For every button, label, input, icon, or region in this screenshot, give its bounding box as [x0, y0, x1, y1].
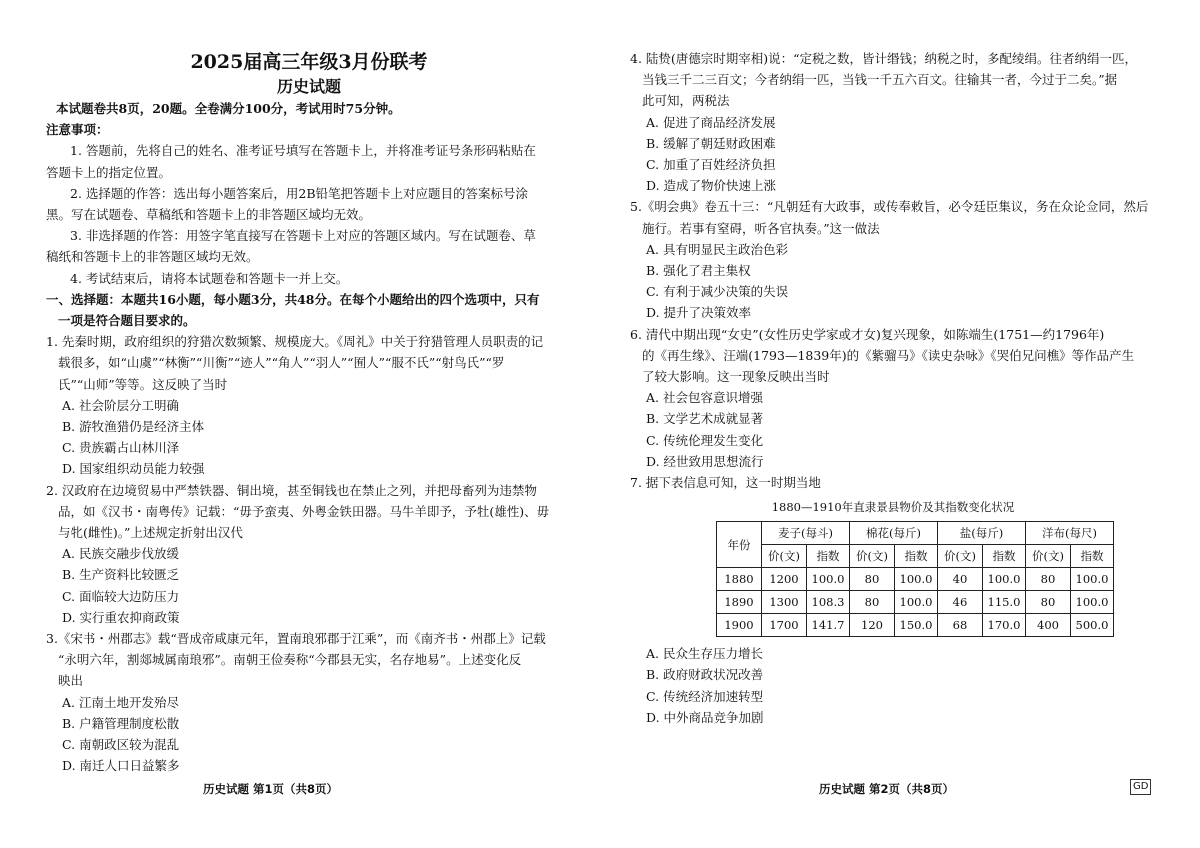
question-stem-line: 与牝(雌性)。”上述规定折射出汉代: [58, 525, 243, 541]
table-cell: 46: [938, 591, 983, 614]
table-cell: 500.0: [1071, 614, 1114, 637]
option-c: C. 面临较大边防压力: [62, 588, 180, 604]
question-stem-line: 品，如《汉书・南粤传》记载：“毋予蛮夷、外粤金铁田器。马牛羊即予，予牡(雄性)、毋: [58, 503, 550, 519]
table-cell: 100.0: [983, 568, 1026, 591]
table-header-good: 洋布(每尺): [1026, 522, 1114, 545]
option-c: C. 传统经济加速转型: [646, 688, 764, 704]
table-header-good: 盐(每斤): [938, 522, 1026, 545]
page-right: [630, 48, 1156, 728]
table-cell: 100.0: [895, 568, 938, 591]
option-d: D. 实行重农抑商政策: [62, 609, 180, 625]
option-d: D. 造成了物价快速上涨: [646, 178, 777, 194]
question-stem-line: 7. 据下表信息可知，这一时期当地: [630, 475, 821, 491]
table-cell: 100.0: [895, 591, 938, 614]
table-cell: 80: [850, 568, 895, 591]
question-stem-line: 了较大影响。这一现象反映出当时: [642, 369, 830, 385]
question-1: [46, 331, 572, 479]
option-c: C. 加重了百姓经济负担: [646, 157, 776, 173]
notice-2-line-2: 黑。写在试题卷、草稿纸和答题卡上的非答题区域均无效。: [46, 207, 372, 223]
table-header-good: 棉花(每斤): [850, 522, 938, 545]
question-3: [46, 628, 572, 776]
question-6: [630, 324, 1156, 472]
notice-3-line-2: 稿纸和答题卡上的非答题区域均无效。: [46, 249, 259, 265]
page-footer-left: 历史试题 第1页（共8页）: [203, 782, 339, 796]
option-b: B. 强化了君主集权: [646, 263, 751, 279]
table-subheader: 价(文): [938, 545, 983, 568]
question-stem-line: “永明六年，割郯城属南琅邪”。南朝王俭奏称“今郡县无实，名存地易”。上述变化反: [58, 652, 522, 668]
notice-1-line-2: 答题卡上的指定位置。: [46, 164, 172, 180]
option-a: A. 促进了商品经济发展: [646, 114, 776, 130]
exam-title: 2025届高三年级3月份联考: [190, 51, 428, 73]
option-a: A. 民众生存压力增长: [646, 646, 763, 662]
option-c: C. 南朝政区较为混乱: [62, 737, 180, 753]
question-stem-line: 此可知，两税法: [642, 93, 730, 109]
question-stem-line: 1. 先秦时期，政府组织的狩猎次数频繁、规模庞大。《周礼》中关于狩猎管理人员职责的记: [46, 334, 544, 350]
page-left: [46, 44, 572, 777]
notice-4-line-1: 4. 考试结束后，请将本试题卷和答题卡一并上交。: [70, 270, 349, 286]
table-header-good: 麦子(每斗): [762, 522, 850, 545]
option-b: B. 户籍管理制度松散: [62, 715, 180, 731]
option-c: C. 有利于减少决策的失误: [646, 284, 789, 300]
table-cell: 1700: [762, 614, 807, 637]
question-stem-line: 4. 陆贽(唐德宗时期宰相)说：“定税之数，皆计缗钱；纳税之时，多配绫绢。往者纳绢一匹，: [630, 51, 1138, 66]
option-a: A. 民族交融步伐放缓: [62, 546, 179, 562]
table-subheader: 价(文): [762, 545, 807, 568]
table-cell: 108.3: [807, 591, 850, 614]
option-c: C. 贵族霸占山林川泽: [62, 440, 180, 456]
option-a: A. 具有明显民主政治色彩: [646, 241, 788, 257]
table-subheader: 指数: [1071, 545, 1114, 568]
exam-intro: 本试题卷共8页，20题。全卷满分100分，考试用时75分钟。: [56, 101, 401, 116]
table-cell: 150.0: [895, 614, 938, 637]
table-subheader: 指数: [807, 545, 850, 568]
table-row: [717, 568, 1114, 591]
subject-title: 历史试题: [276, 77, 341, 96]
table-cell: 141.7: [807, 614, 850, 637]
question-stem-line: 当钱三千二三百文；今者纳绢一匹，当钱一千五六百文。往输其一者，今过于二矣。”据: [642, 72, 1118, 88]
table-cell: 1300: [762, 591, 807, 614]
table-subheader: 价(文): [850, 545, 895, 568]
option-a: A. 社会阶层分工明确: [62, 397, 179, 413]
table-row: [717, 614, 1114, 637]
table-cell: 115.0: [983, 591, 1026, 614]
table-subheader: 价(文): [1026, 545, 1071, 568]
option-b: B. 游牧渔猎仍是经济主体: [62, 419, 205, 435]
question-stem-line: 5.《明会典》卷五十三：“凡朝廷有大政事，或传奉敕旨，必令廷臣集议，务在众论佥同，然后: [630, 199, 1149, 215]
table-cell: 40: [938, 568, 983, 591]
option-a: A. 江南土地开发殆尽: [62, 694, 179, 710]
option-d: D. 中外商品竞争加剧: [646, 709, 764, 725]
option-d: D. 国家组织动员能力较强: [62, 461, 205, 477]
table-header-year: 年份: [717, 522, 762, 568]
table-cell: 1200: [762, 568, 807, 591]
question-stem-line: 载很多，如“山虞”“林衡”“川衡”“迹人”“角人”“羽人”“囿人”“服不氏”“射鸟氏”“罗: [58, 355, 505, 371]
table-cell: 170.0: [983, 614, 1026, 637]
section-heading-line-1: 一、选择题：本题共16小题，每小题3分，共48分。在每个小题给出的四个选项中，只有: [46, 291, 540, 307]
table-caption: 1880—1910年直隶景县物价及其指数变化状况: [771, 500, 1015, 515]
corner-mark: GD: [1130, 779, 1151, 795]
notice-3-line-1: 3. 非选择题的作答：用签字笔直接写在答题卡上对应的答题区域内。写在试题卷、草: [70, 228, 536, 244]
table-cell: 400: [1026, 614, 1071, 637]
table-row: [717, 591, 1114, 614]
table-cell: 80: [850, 591, 895, 614]
table-subheader-row: [717, 545, 1114, 568]
option-b: B. 政府财政状况改善: [646, 667, 764, 683]
table-cell: 120: [850, 614, 895, 637]
option-b: B. 文学艺术成就显著: [646, 411, 764, 427]
section-heading-line-2: 一项是符合题目要求的。: [58, 313, 196, 329]
question-stem-line: 映出: [58, 673, 84, 689]
table-cell: 100.0: [1071, 568, 1114, 591]
option-d: D. 经世致用思想流行: [646, 453, 764, 469]
option-b: B. 生产资料比较匮乏: [62, 567, 180, 583]
table-cell: 100.0: [807, 568, 850, 591]
question-4: [630, 48, 1156, 196]
table-cell: 1900: [717, 614, 762, 637]
table-cell: 1880: [717, 568, 762, 591]
table-cell: 80: [1026, 568, 1071, 591]
table-cell: 80: [1026, 591, 1071, 614]
table-header-row: [717, 522, 1114, 545]
question-stem-line: 施行。若事有窒碍，听各官执奏。”这一做法: [642, 220, 880, 236]
price-index-table: [716, 521, 1114, 637]
option-d: D. 提升了决策效率: [646, 305, 752, 321]
option-c: C. 传统伦理发生变化: [646, 432, 764, 448]
option-b: B. 缓解了朝廷财政困难: [646, 135, 776, 151]
notice-1-line-1: 1. 答题前，先将自己的姓名、准考证号填写在答题卡上，并将准考证号条形码粘贴在: [70, 143, 536, 159]
option-d: D. 南迁人口日益繁多: [62, 758, 180, 774]
table-subheader: 指数: [983, 545, 1026, 568]
table-cell: 1890: [717, 591, 762, 614]
question-stem-line: 3.《宋书・州郡志》载“晋成帝咸康元年，置南琅邪郡于江乘”，而《南齐书・州郡上》记载: [46, 631, 546, 647]
question-stem-line: 6. 清代中期出现“女史”(女性历史学家或才女)复兴现象，如陈端生(1751—约1796年): [630, 326, 1105, 342]
notice-2-line-1: 2. 选择题的作答：选出每小题答案后，用2B铅笔把答题卡上对应题目的答案标号涂: [70, 185, 529, 201]
table-cell: 68: [938, 614, 983, 637]
option-a: A. 社会包容意识增强: [646, 390, 763, 406]
question-5: [630, 196, 1156, 323]
question-stem-line: 2. 汉政府在边境贸易中严禁铁器、铜出境，甚至铜钱也在禁止之列，并把母畜列为违禁物: [46, 482, 537, 498]
question-stem-line: 的《再生缘》、汪端(1793—1839年)的《紫骝马》《读史杂咏》《哭伯兄问樵》等作品产生: [642, 347, 1135, 363]
table-cell: 100.0: [1071, 591, 1114, 614]
question-2: [46, 480, 572, 628]
notice-heading: 注意事项：: [46, 122, 109, 138]
table-subheader: 指数: [895, 545, 938, 568]
page-footer-right: 历史试题 第2页（共8页）: [819, 782, 955, 796]
question-7: [630, 472, 1156, 728]
question-stem-line: 氏”“山师”等等。这反映了当时: [58, 376, 228, 392]
